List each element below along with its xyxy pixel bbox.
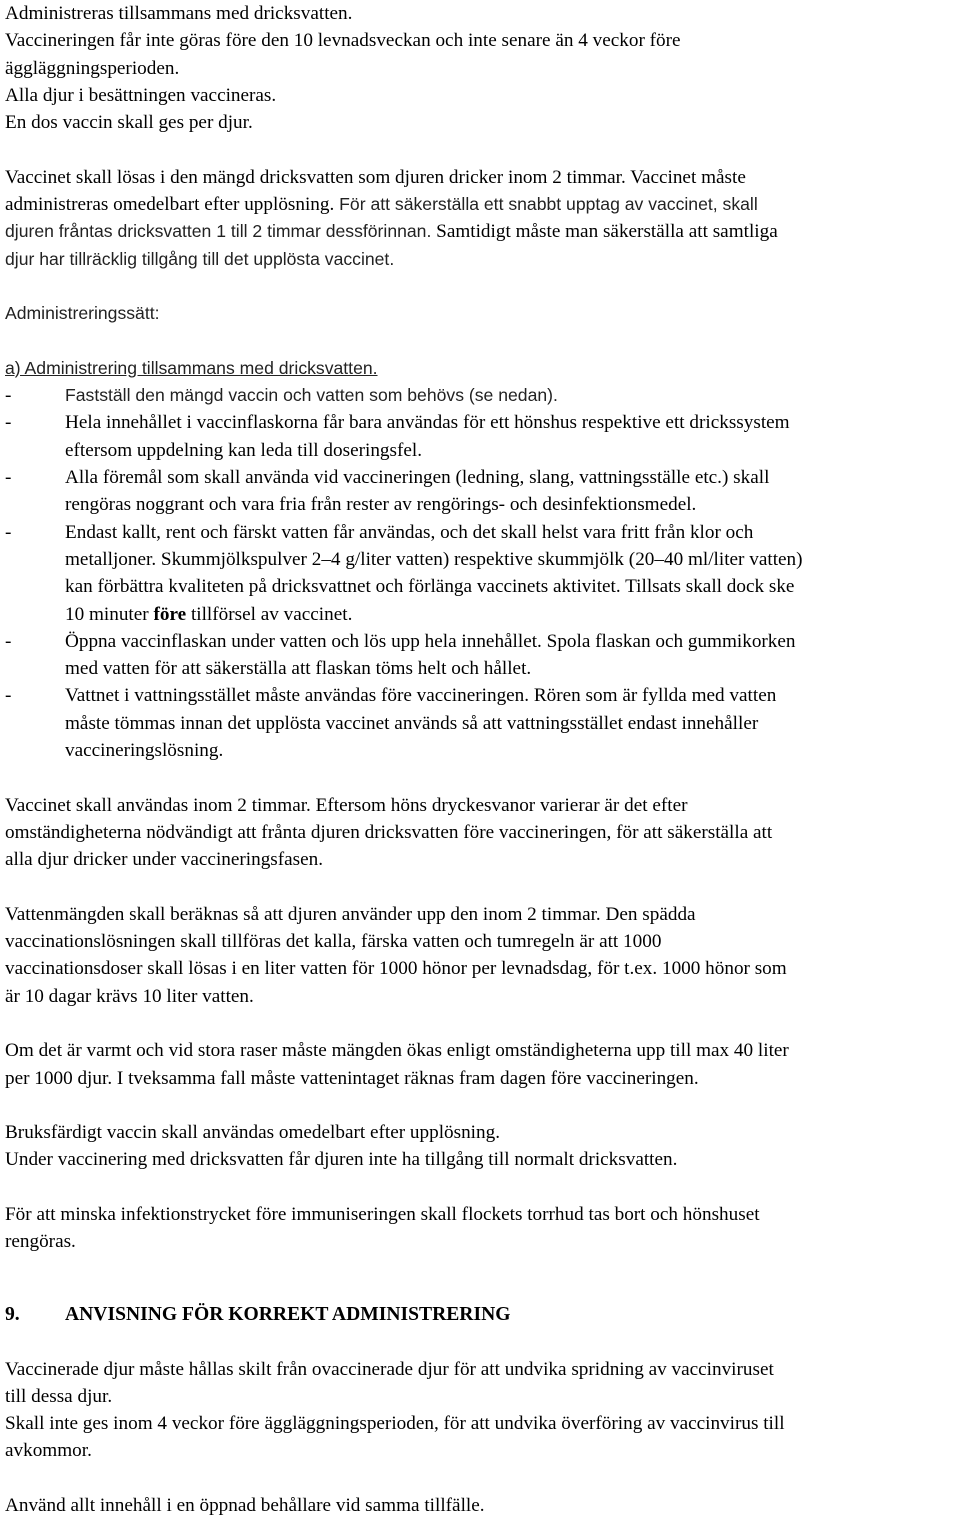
list-line: rengöras noggrant och vara fria från rester av rengörings- och desinfektionsmedel.	[65, 494, 697, 516]
intro-line: Vaccineringen får inte göras före den 10 levnadsveckan och inte senare än 4 veckor före	[5, 30, 681, 52]
list-item	[5, 382, 955, 409]
section-title: ANVISNING FÖR KORREKT ADMINISTRERING	[65, 1303, 511, 1325]
list-line: Endast kallt, rent och färskt vatten får användas, och det skall helst vara fritt från klor och	[65, 521, 754, 543]
list-line: Öppna vaccinflaskan under vatten och lös upp hela innehållet. Spola flaskan och gummikorken	[65, 630, 796, 652]
warm-weather-paragraph	[5, 1037, 955, 1092]
paragraph-line: rengöras.	[5, 1231, 76, 1253]
section-heading	[5, 1301, 955, 1328]
list-text	[65, 464, 955, 519]
paragraph-line	[5, 218, 955, 245]
paragraph-line: per 1000 djur. I tveksamma fall måste vattenintaget räknas fram dagen före vaccineringen.	[5, 1067, 699, 1089]
list-line: eftersom uppdelning kan leda till doseringsfel.	[65, 439, 423, 461]
spacer	[5, 136, 955, 163]
paragraph-line: Om det är varmt och vid stora raser måste mängden ökas enligt omständigheterna upp till max 40 liter	[5, 1040, 789, 1062]
spacer	[5, 874, 955, 901]
spacer	[5, 1092, 955, 1119]
paragraph-line: omständigheterna nödvändigt att frånta djuren dricksvatten före vaccineringen, för att säkerställa att	[5, 821, 773, 843]
list-dash: -	[5, 685, 12, 707]
list-line: Hela innehållet i vaccinflaskorna får bara användas för ett hönshus respektive ett drickssystem	[65, 412, 790, 434]
list-item	[5, 628, 955, 683]
list-text	[65, 382, 955, 409]
paragraph-line: är 10 dagar krävs 10 liter vatten.	[5, 985, 254, 1007]
paragraph-line: till dessa djur.	[5, 1385, 113, 1407]
paragraph-line: Bruksfärdigt vaccin skall användas omedelbart efter upplösning.	[5, 1122, 500, 1144]
list-item	[5, 519, 955, 628]
document-page	[5, 0, 955, 1519]
paragraph-line: Vaccinet skall lösas i den mängd dricksvatten som djuren dricker inom 2 timmar. Vaccinet måste	[5, 166, 746, 188]
administration-method-a: a) Administrering tillsammans med dricksvatten.	[5, 357, 378, 378]
list-line	[65, 601, 955, 628]
spacer	[5, 764, 955, 791]
list-line: vaccineringslösning.	[65, 740, 224, 762]
list-dash: -	[5, 385, 12, 407]
list-line: kan förbättra kvaliteten på dricksvattnet och förlänga vaccinets aktivitet. Tillsats skall dock ske	[65, 576, 795, 598]
list-line: Alla föremål som skall använda vid vaccineringen (ledning, slang, vattningsställe etc.) skall	[65, 467, 770, 489]
list-text	[65, 519, 955, 628]
intro-line: Administreras tillsammans med dricksvatten.	[5, 3, 353, 24]
list-line: med vatten för att säkerställa att flaskan töms helt och hållet.	[65, 658, 532, 680]
paragraph-line	[5, 191, 955, 218]
paragraph-line: Skall inte ges inom 4 veckor före äggläggningsperioden, för att undvika överföring av vaccinvirus till	[5, 1413, 785, 1435]
list-text	[65, 682, 955, 764]
paragraph-line: Under vaccinering med dricksvatten får djuren inte ha tillgång till normalt dricksvatten.	[5, 1149, 678, 1171]
paragraph-line: Vaccinet skall användas inom 2 timmar. Eftersom höns dryckesvanor varierar är det efter	[5, 794, 688, 816]
intro-line: Alla djur i besättningen vaccineras.	[5, 84, 277, 106]
isolation-paragraph	[5, 1356, 955, 1465]
usage-time-paragraph	[5, 792, 955, 874]
paragraph-line: avkommor.	[5, 1440, 92, 1462]
list-text	[65, 409, 955, 464]
intro-line: En dos vaccin skall ges per djur.	[5, 112, 253, 134]
paragraph-line: För att minska infektionstrycket före immuniseringen skall flockets torrhud tas bort och hönshuset	[5, 1204, 760, 1226]
spacer	[5, 1174, 955, 1201]
paragraph-line: alla djur dricker under vaccineringsfasen.	[5, 849, 324, 871]
emphasis-before: före	[153, 603, 187, 625]
list-dash: -	[5, 630, 12, 652]
list-item	[5, 682, 955, 764]
intro-line: äggläggningsperioden.	[5, 57, 180, 79]
paragraph-line: vaccinationsdoser skall lösas i en liter vatten för 1000 hönor per levnadsdag, för t.ex. 1000 hönor som	[5, 958, 787, 980]
list-item	[5, 464, 955, 519]
list-dash: -	[5, 521, 12, 543]
instruction-list	[5, 382, 955, 764]
list-dash: -	[5, 467, 12, 489]
spacer	[5, 328, 955, 355]
list-line-part: 10 minuter	[65, 603, 154, 625]
list-line: måste tömmas innan det upplösta vaccinet används så att vattningsstället endast innehåller	[65, 712, 759, 734]
spacer	[5, 1256, 955, 1283]
paragraph-line: vaccinationslösningen skall tillföras det kalla, färska vatten och tumregeln är att 1000	[5, 931, 662, 953]
list-text	[65, 628, 955, 683]
intro-block	[5, 0, 955, 136]
spacer	[5, 1010, 955, 1037]
water-amount-paragraph	[5, 901, 955, 1010]
section-number: 9.	[5, 1303, 20, 1325]
administration-label: Administreringssätt:	[5, 303, 160, 324]
ready-vaccine-paragraph	[5, 1119, 955, 1174]
spacer	[5, 1283, 955, 1301]
paragraph-line-part: För att säkerställa ett snabbt upptag av vaccinet, skall	[334, 194, 758, 215]
paragraph-line: djur har tillräcklig tillgång till det upplösta vaccinet.	[5, 248, 395, 269]
spacer	[5, 273, 955, 300]
list-line: Fastställ den mängd vaccin och vatten som behövs (se nedan).	[65, 385, 558, 406]
vaccine-dissolving-paragraph	[5, 164, 955, 273]
spacer	[5, 1465, 955, 1492]
list-dash: -	[5, 412, 12, 434]
list-item	[5, 409, 955, 464]
list-line: Vattnet i vattningsstället måste användas före vaccineringen. Rören som är fyllda med vatten	[65, 685, 777, 707]
paragraph-line-part: administreras omedelbart efter upplösning.	[5, 194, 335, 216]
infection-pressure-paragraph	[5, 1201, 955, 1256]
spacer	[5, 1328, 955, 1355]
paragraph-line: Vattenmängden skall beräknas så att djuren använder upp den inom 2 timmar. Den spädda	[5, 903, 696, 925]
final-instruction: Använd allt innehåll i en öppnad behållare vid samma tillfälle.	[5, 1495, 485, 1517]
paragraph-line-part: djuren fråntas dricksvatten 1 till 2 timmar dessförinnan.	[5, 221, 432, 242]
list-line-part: tillförsel av vaccinet.	[186, 603, 353, 625]
paragraph-line: Vaccinerade djur måste hållas skilt från ovaccinerade djur för att undvika spridning av vaccinviruset	[5, 1358, 774, 1380]
paragraph-line-part: Samtidigt måste man säkerställa att samtliga	[431, 221, 778, 243]
list-line: metalljoner. Skummjölkspulver 2–4 g/liter vatten) respektive skummjölk (20–40 ml/liter vatten)	[65, 548, 803, 570]
